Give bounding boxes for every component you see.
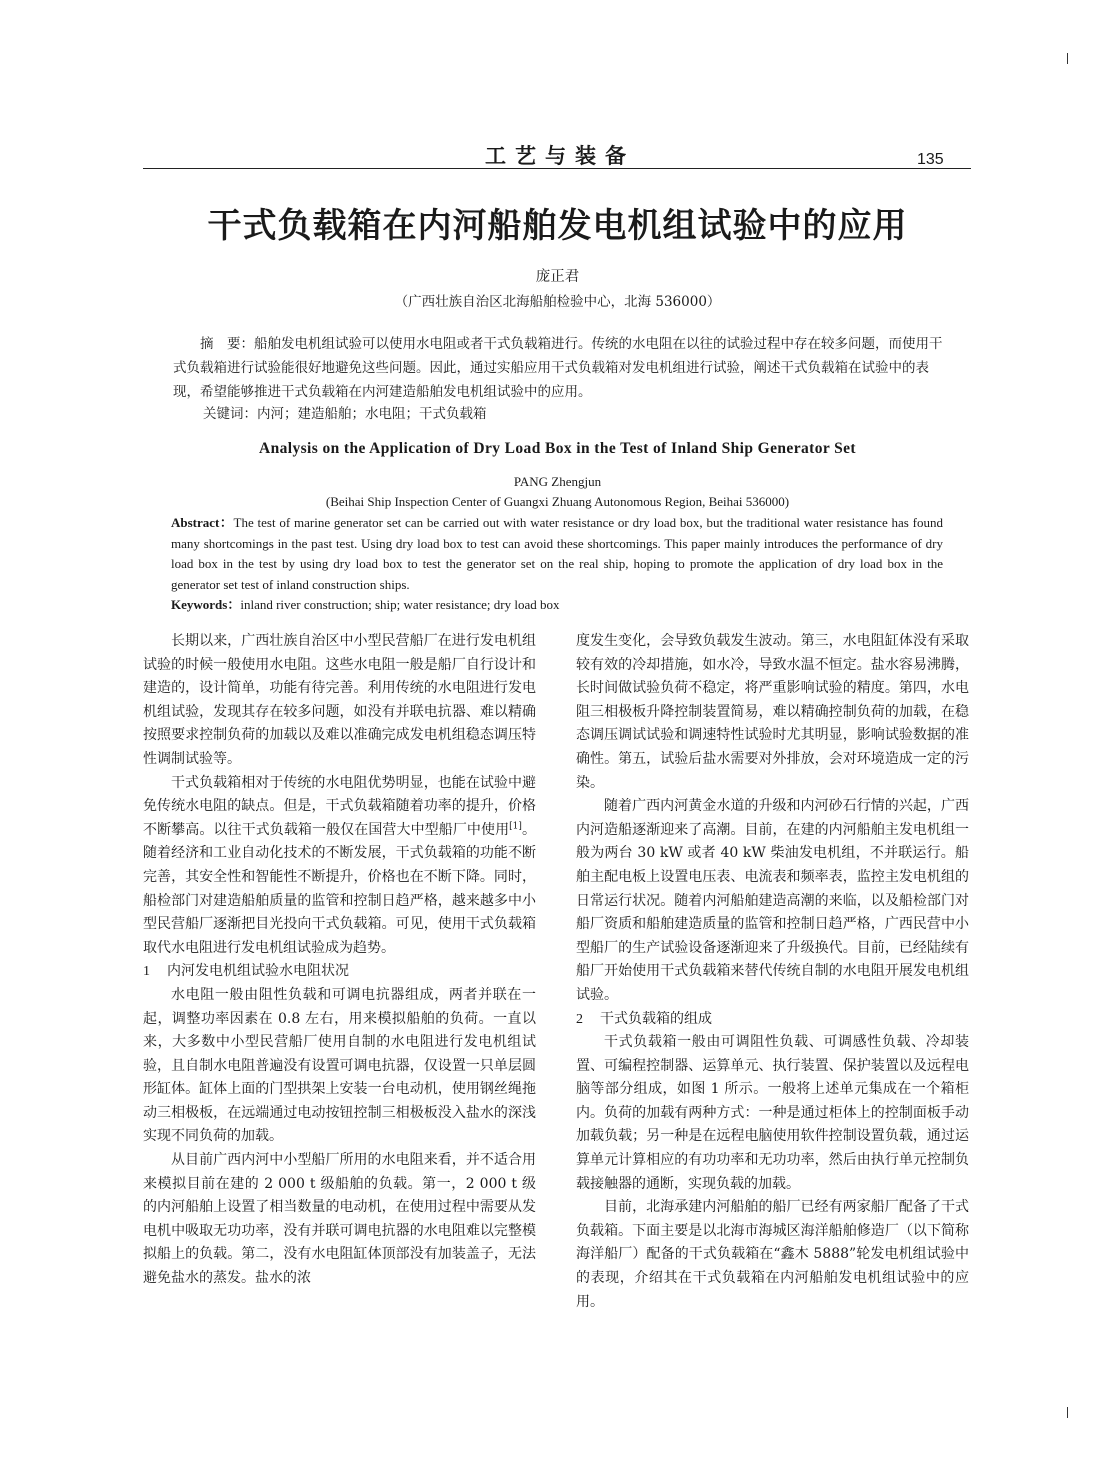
section-heading-1 [143, 960, 536, 984]
header-rule [143, 168, 971, 169]
affiliation-en: (Beihai Ship Inspection Center of Guangxi Zhuang Autonomous Region, Beihai 536000) [325, 494, 790, 509]
page-number: 135 [917, 151, 944, 168]
crop-mark-top [1067, 53, 1068, 64]
abstract-en-text: The test of marine generator set can be carried out with water resistance or dry load box, but the traditional water resistance has found many shortcomings in the past test. Using dry load box to test can avoid these shortcomings. This paper mainly introduces the performance of dry load box in the test by using dry load box to test the generator set on the real ship, hoping to promote the application of dry load box in the generator set test of inland construction ships. [171, 515, 943, 592]
abstract-cn-label: 摘 要： [200, 336, 254, 352]
paragraph-4: 从目前广西内河中小型船厂所用的水电阻来看，并不适合用来模拟目前在建的 2 000 t 级船舶的负载。第一，2 000 t 级的内河船舶上设置了相当数量的电动机，在使用过程中需要从发电机中吸取无功功率，没有并联可调电抗器的水电阻难以完整模拟船上的负载。第二，没有水电阻缸体顶部没有加装盖子，无法避免盐水的蒸发。盐水的浓 [143, 1152, 536, 1287]
body-column-right [576, 630, 969, 1314]
section-heading-1-number: 1 [143, 964, 150, 980]
keywords-cn-text: 内河；建造船舶；水电阻；干式负载箱 [257, 406, 487, 422]
abstract-en [171, 513, 943, 595]
paragraph-3: 水电阻一般由阻性负载和可调电抗器组成，两者并联在一起，调整功率因素在 0.8 左右，用来模拟船舶的负荷。一直以来，大多数中小型民营船厂使用自制的水电阻进行发电机组试验，且自制水电阻普遍没有设置可调电抗器，仅设置一只单层圆形缸体。缸体上面的门型拱架上安装一台电动机，使用钢丝绳拖动三相极板，在远端通过电动按钮控制三相极板没入盐水的深浅实现不同负荷的加载。 [143, 986, 536, 1145]
paragraph-1: 长期以来，广西壮族自治区中小型民营船厂在进行发电机组试验的时候一般使用水电阻。这些水电阻一般是船厂自行设计和建造的，设计简单，功能有待完善。利用传统的水电阻进行发电机组试验，发现其存在较多问题，如没有并联电抗器、难以精确按照要求控制负荷的加载以及难以准确完成发电机组稳态调压特性调制试验等。 [143, 633, 536, 767]
keywords-en-text: inland river construction; ship; water resistance; dry load box [240, 597, 560, 612]
paragraph-2-part-a: 干式负载箱相对于传统的水电阻优势明显，也能在试验中避免传统水电阻的缺点。但是，干式负载箱随着功率的提升，价格不断攀高。以往干式负载箱一般仅在国营大中型船厂中使用 [143, 774, 536, 838]
keywords-cn [203, 402, 487, 422]
citation-ref: [1] [509, 821, 522, 832]
paragraph-2 [143, 772, 536, 961]
article-title-cn: 干式负载箱在内河船舶发电机组试验中的应用 [207, 206, 908, 246]
crop-mark-bottom [1067, 1407, 1068, 1418]
section-heading-2-number: 2 [576, 1011, 583, 1027]
keywords-en-label: Keywords： [171, 597, 241, 612]
keywords-cn-label: 关键词： [203, 406, 257, 422]
section-heading-2-text: 干式负载箱的组成 [600, 1010, 712, 1027]
keywords-en [171, 594, 559, 613]
paragraph-5: 随着广西内河黄金水道的升级和内河砂石行情的兴起，广西内河造船逐渐迎来了高潮。目前，在建的内河船舶主发电机组一般为两台 30 kW 或者 40 kW 柴油发电机组，不并联运行。船舶主配电板上设置电压表、电流表和频率表，监控主发电机组的日常运行状况。随着内河船舶建造高潮的来临，以及船检部门对船厂资质和船舶建造质量的监管和控制日趋严格，广西民营中小型船厂的生产试验设备逐渐迎来了升级换代。目前，已经陆续有船厂开始使用干式负载箱来替代传统自制的水电阻开展发电机组试验。 [576, 798, 969, 1003]
paragraph-6: 干式负载箱一般由可调阻性负载、可调感性负载、冷却装置、可编程控制器、运算单元、执行装置、保护装置以及远程电脑等部分组成，如图 1 所示。一般将上述单元集成在一个箱柜内。负荷的加载有两种方式：一种是通过柜体上的控制面板手动加载负载；另一种是在远程电脑使用软件控制设置负载，通过运算单元计算相应的有功功率和无功功率，然后由执行单元控制负载接触器的通断，实现负载的加载。 [576, 1034, 969, 1192]
paragraph-7: 目前，北海承建内河船舶的船厂已经有两家船厂配备了干式负载箱。下面主要是以北海市海城区海洋船舶修造厂（以下简称海洋船厂）配备的干式负载箱在“鑫木 5888”轮发电机组试验中的表现，介绍其在干式负载箱在内河船舶发电机组试验中的应用。 [576, 1199, 969, 1310]
abstract-cn-text: 船舶发电机组试验可以使用水电阻或者干式负载箱进行。传统的水电阻在以往的试验过程中存在较多问题，而使用干式负载箱进行试验能很好地避免这些问题。因此，通过实船应用干式负载箱对发电机组进行试验，阐述干式负载箱在试验中的表现，希望能够推进干式负载箱在内河建造船舶发电机组试验中的应用。 [173, 336, 943, 400]
section-header: 工艺与装备 [485, 143, 635, 168]
paragraph-4-continued: 度发生变化，会导致负载发生波动。第三，水电阻缸体没有采取较有效的冷却措施，如水冷，导致水温不恒定。盐水容易沸腾，长时间做试验负荷不稳定，将严重影响试验的精度。第四，水电阻三相极板升降控制装置简易，难以精确控制负荷的加载，在稳态调压调试试验和调速特性试验时尤其明显，影响试验数据的准确性。第五，试验后盐水需要对外排放，会对环境造成一定的污染。 [576, 633, 969, 791]
article-title-en: Analysis on the Application of Dry Load Box in the Test of Inland Ship Generator Set [258, 440, 856, 457]
abstract-en-label: Abstract： [171, 515, 234, 530]
abstract-cn [173, 332, 943, 404]
paragraph-2-part-b: 。随着经济和工业自动化技术的不断发展，干式负载箱的功能不断完善，其安全性和智能性不断提升，价格也在不断下降。同时，船检部门对建造船舶质量的监管和控制日趋严格，越来越多中小型民营船厂逐渐把目光投向干式负载箱。可见，使用干式负载箱取代水电阻进行发电机组试验成为趋势。 [143, 821, 537, 956]
section-heading-1-text: 内河发电机组试验水电阻状况 [167, 963, 349, 980]
body-column-left [143, 630, 536, 1291]
affiliation-cn: （广西壮族自治区北海船舶检验中心，北海 536000） [394, 294, 721, 310]
section-heading-2 [576, 1008, 969, 1032]
author-cn: 庞正君 [535, 269, 580, 285]
author-en: PANG Zhengjun [513, 474, 602, 489]
